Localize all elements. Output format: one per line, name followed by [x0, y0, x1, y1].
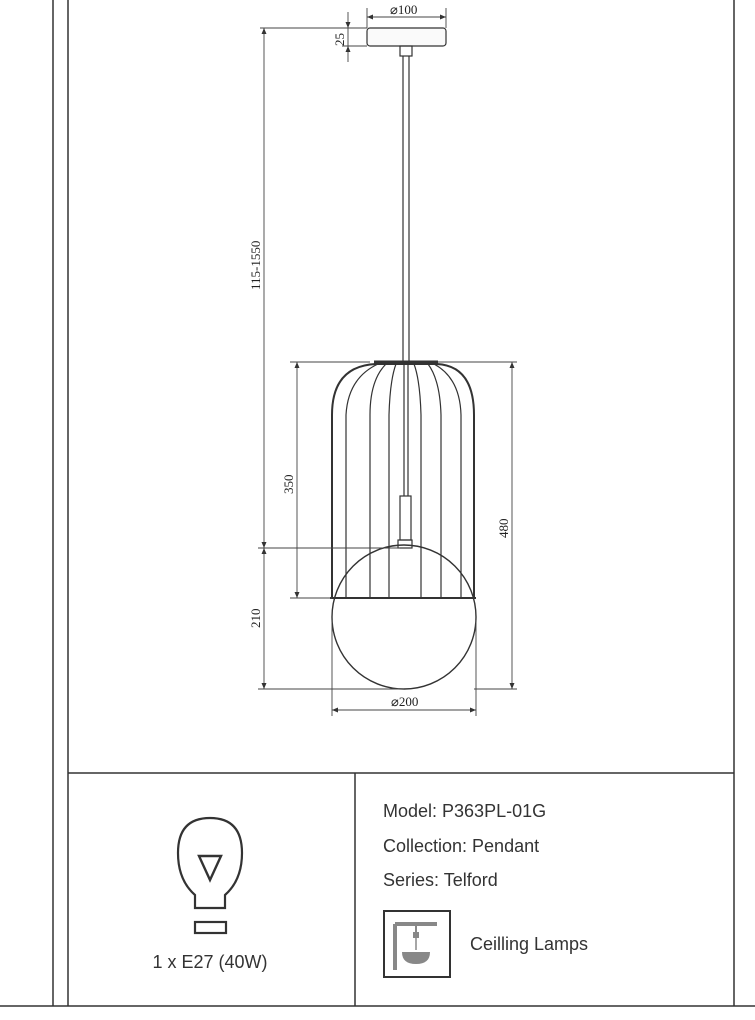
cage: [330, 362, 476, 598]
category-icon-box: [383, 910, 451, 978]
category-label: Ceilling Lamps: [470, 934, 589, 954]
series-text: Series: Telford: [383, 870, 498, 890]
dim-globe-height: 210: [248, 608, 263, 628]
bulb-caption: 1 x E27 (40W): [152, 952, 268, 972]
dim-cage-height: 350: [281, 474, 296, 494]
dim-globe-diameter: ⌀200: [391, 694, 419, 709]
canopy-stem: [400, 46, 412, 56]
socket-cap: [398, 540, 412, 548]
canopy: [367, 28, 446, 46]
dim-total-height: 480: [496, 518, 511, 538]
ceiling-lamp-icon: [385, 912, 449, 976]
model-text: Model: P363PL-01G: [383, 801, 547, 821]
socket: [400, 496, 411, 540]
dim-cable-length: 115-1550: [248, 240, 263, 290]
light-bulb-icon: [178, 818, 242, 933]
collection-text: Collection: Pendant: [383, 836, 540, 856]
pendant-lamp-drawing: [330, 28, 476, 689]
glass-globe: [332, 545, 476, 689]
dim-canopy-diameter: ⌀100: [390, 2, 418, 17]
dim-canopy-height: 25: [332, 33, 347, 46]
